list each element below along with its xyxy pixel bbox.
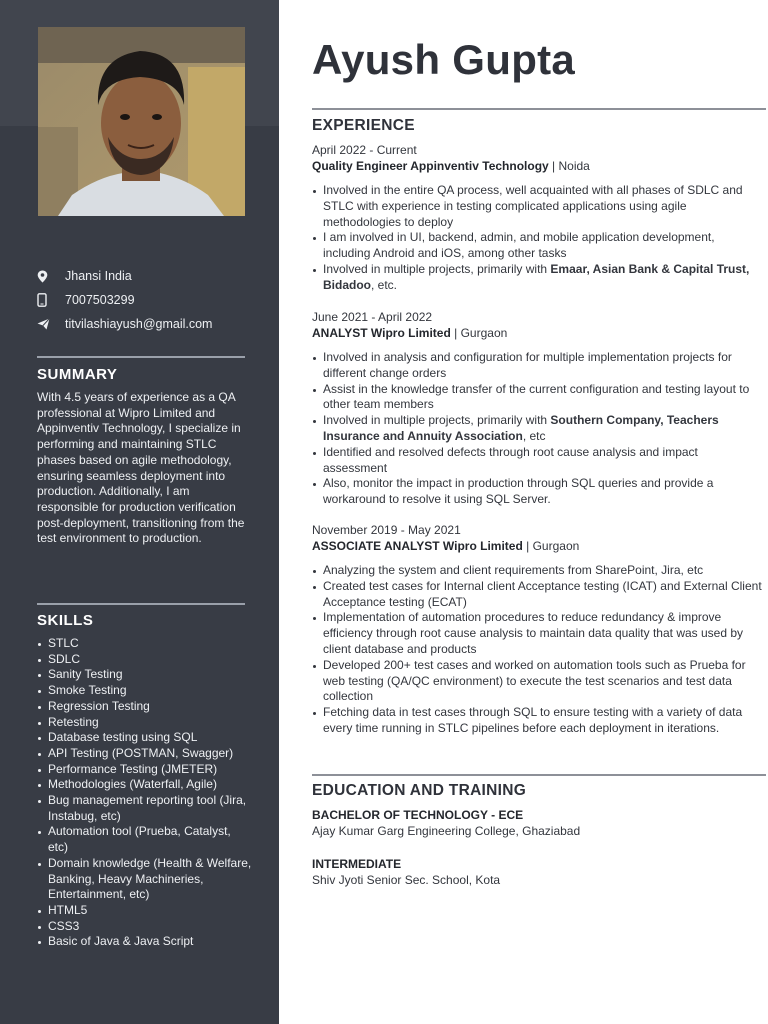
job-title: Quality Engineer Appinventiv Technology (312, 159, 549, 173)
bullet-text: Involved in the entire QA process, well acquainted with all phases of SDLC and STLC with experience in testing complicated applications using agile methodologies to deploy (323, 183, 743, 229)
skill-item: API Testing (POSTMAN, Swagger) (37, 746, 252, 762)
school: Shiv Jyoti Senior Sec. School, Kota (312, 873, 501, 887)
skill-item: Methodologies (Waterfall, Agile) (37, 777, 252, 793)
job-dates: June 2021 - April 2022 (312, 310, 433, 324)
degree: BACHELOR OF TECHNOLOGY - ECE (312, 808, 524, 822)
candidate-name: Ayush Gupta (312, 36, 576, 83)
job-role: ANALYST Wipro Limited | Gurgaon (312, 326, 508, 340)
job-dates: April 2022 - Current (312, 143, 417, 157)
bullet-text: Also, monitor the impact in production through SQL queries and provide a workaround to resolve it using SQL Server. (323, 476, 714, 507)
bullet-text: Involved in multiple projects, primarily with (323, 261, 551, 276)
skill-item: Basic of Java & Java Script (37, 934, 252, 950)
summary-heading: SUMMARY (37, 366, 118, 383)
job-dates: November 2019 - May 2021 (312, 523, 461, 537)
skill-item: Retesting (37, 715, 252, 731)
education-entry (312, 807, 764, 839)
job-title: ANALYST Wipro Limited (312, 326, 451, 340)
summary-text: With 4.5 years of experience as a QA professional at Wipro Limited and Appinventiv Technology, I specialize in performing and maintaining STLC phases based on agile methodology, ensuring seamless deployment into production. Additionally, I am responsible for production verification post-deployment, transitioning from the test environment to production. (37, 390, 245, 546)
skill-item: Automation tool (Prueba, Catalyst, etc) (37, 824, 252, 855)
job-entry (312, 522, 764, 737)
job-role: ASSOCIATE ANALYST Wipro Limited | Gurgaon (312, 539, 580, 553)
bullet-text: I am involved in UI, backend, admin, and mobile application development, including Android and iOS, among other tasks (323, 230, 715, 261)
send-icon (37, 318, 65, 330)
job-bullets (312, 183, 764, 294)
skill-item: Domain knowledge (Health & Welfare, Banking, Heavy Machineries, Entertainment, etc) (37, 856, 252, 903)
job-bullet (312, 579, 764, 611)
skill-item: CSS3 (37, 919, 252, 935)
bullet-text: Created test cases for Internal client Acceptance testing (ICAT) and External Client Acceptance testing (ECAT) (323, 578, 762, 609)
sidebar (0, 0, 279, 1024)
job-entry (312, 142, 764, 294)
bullet-text: Involved in multiple projects, primarily with (323, 413, 551, 428)
job-bullet (312, 445, 764, 477)
skill-item: STLC (37, 636, 252, 652)
job-bullet (312, 476, 764, 508)
bullet-text: Implementation of automation procedures to reduce redundancy & improve efficiency through root cause analysis to maintain data quality that was used by client database and products (323, 610, 744, 656)
skill-item: Performance Testing (JMETER) (37, 762, 252, 778)
education-divider (312, 774, 766, 776)
job-bullet (312, 230, 764, 262)
skills-list (37, 636, 252, 950)
education-entry (312, 856, 764, 888)
bullet-text: Assist in the knowledge transfer of the current configuration and testing layout to other team members (323, 381, 750, 412)
contact-info (37, 264, 252, 336)
skills-divider (37, 603, 245, 605)
skill-item: Smoke Testing (37, 683, 252, 699)
job-bullet (312, 658, 764, 705)
job-bullet (312, 610, 764, 657)
experience-divider (312, 108, 766, 110)
skill-item: HTML5 (37, 903, 252, 919)
job-bullet (312, 350, 764, 382)
contact-phone (37, 288, 252, 312)
contact-location (37, 264, 252, 288)
job-bullet (312, 183, 764, 230)
job-title: ASSOCIATE ANALYST Wipro Limited (312, 539, 523, 553)
job-bullet (312, 705, 764, 737)
skill-item: Database testing using SQL (37, 730, 252, 746)
job-bullet (312, 382, 764, 414)
job-bullet (312, 413, 764, 445)
job-bullet (312, 262, 764, 294)
bullet-text: Analyzing the system and client requirements from SharePoint, Jira, etc (323, 563, 704, 577)
skill-item: Sanity Testing (37, 667, 252, 683)
job-bullet (312, 563, 764, 579)
contact-email (37, 312, 252, 336)
skill-item: SDLC (37, 652, 252, 668)
summary-divider (37, 356, 245, 358)
job-bullets (312, 563, 764, 737)
skills-heading: SKILLS (37, 612, 94, 629)
location-text: Jhansi India (65, 269, 132, 283)
location-pin-icon (37, 270, 65, 283)
education-heading: EDUCATION AND TRAINING (312, 782, 527, 799)
job-bullets (312, 350, 764, 508)
job-location: Noida (558, 159, 590, 173)
job-role: Quality Engineer Appinventiv Technology | Noida (312, 159, 590, 173)
bullet-text: , etc (522, 428, 546, 443)
skill-item: Regression Testing (37, 699, 252, 715)
bullet-text: Developed 200+ test cases and worked on automation tools such as Prueba for web testing (QA/QC environment) to execute the test scenarios and test data collection (323, 657, 746, 704)
bullet-emphasis: Emaar, Asian Bank & Capital Trust, Bidadoo (323, 261, 750, 292)
bullet-emphasis: Southern Company, Teachers Insurance and Annuity Association (323, 413, 719, 443)
school: Ajay Kumar Garg Engineering College, Ghaziabad (312, 824, 581, 838)
skill-item: Bug management reporting tool (Jira, Instabug, etc) (37, 793, 252, 824)
bullet-text: Involved in analysis and configuration for multiple implementation projects for different change orders (323, 350, 732, 380)
experience-heading: EXPERIENCE (312, 117, 415, 134)
degree: INTERMEDIATE (312, 857, 402, 871)
bullet-text: , etc. (371, 277, 398, 292)
profile-photo (38, 27, 245, 216)
job-location: Gurgaon (460, 326, 508, 340)
job-entry (312, 309, 764, 508)
phone-text[interactable]: 7007503299 (65, 293, 135, 307)
phone-icon (37, 293, 65, 307)
bullet-text: Fetching data in test cases through SQL to ensure testing with a variety of data every time running in STLC pipelines before each deployment in iterations. (323, 705, 743, 735)
job-location: Gurgaon (532, 539, 580, 553)
bullet-text: Identified and resolved defects through root cause analysis and impact assessment (323, 444, 698, 475)
email-text[interactable]: titvilashiayush@gmail.com (65, 317, 213, 331)
